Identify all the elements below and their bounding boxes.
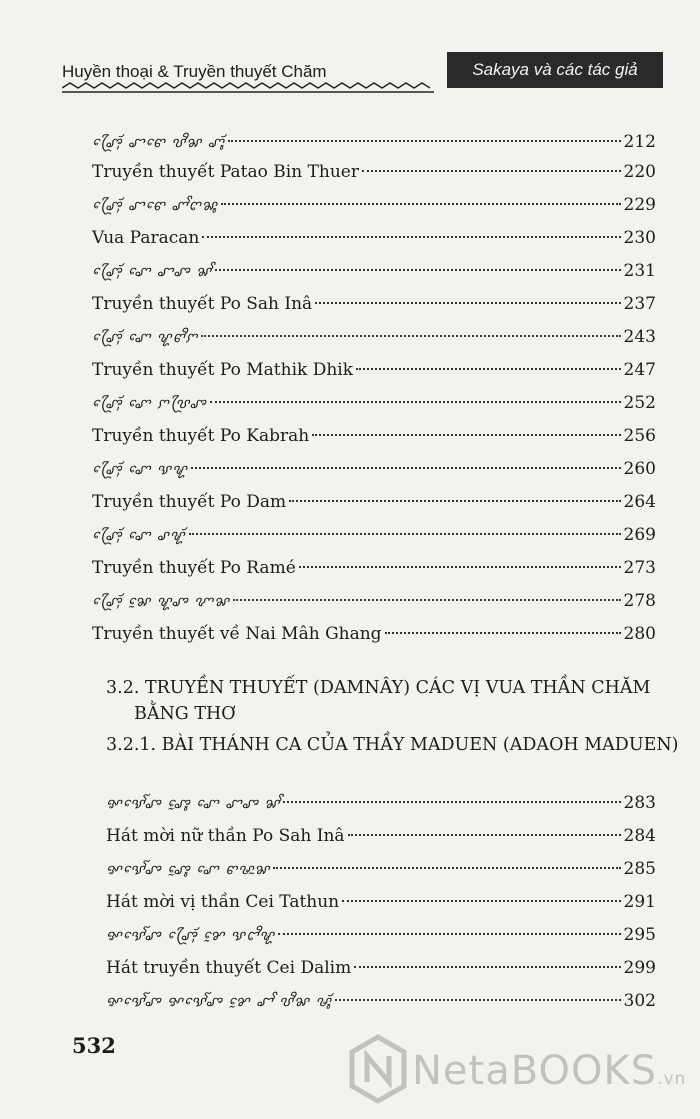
- toc-entry: [106, 923, 656, 947]
- section-heading-3-2-line2: BẰNG THƠ: [134, 704, 236, 724]
- toc-leader-dots: [335, 999, 621, 1001]
- toc-entry: [92, 556, 656, 580]
- toc-entry-cham-title: ꨀꨕꨯꨱꨨ ꨨꨶꨰ ꨚꨯ ꨧꨨ ꨗꨩ: [106, 796, 281, 812]
- toc-entry-page: 220: [623, 162, 656, 182]
- toc-entry: [92, 457, 656, 481]
- netabooks-logo-icon: [348, 1034, 408, 1104]
- toc-entry-page: 302: [623, 991, 656, 1011]
- toc-leader-dots: [299, 566, 621, 568]
- toc-entry-title: Truyền thuyết Po Kabrah: [92, 426, 310, 446]
- toc-entry: [92, 292, 656, 316]
- toc-entry-page: 260: [623, 459, 656, 479]
- toc-entry-title: Truyền thuyết Patao Bin Thuer: [92, 162, 359, 182]
- toc-leader-dots: [283, 801, 620, 803]
- section-heading-3-2: 3.2. TRUYỀN THUYẾT (DAMNÂY) CÁC VỊ VUA THẦN CHĂM: [106, 678, 651, 698]
- toc-leader-dots: [215, 269, 621, 271]
- toc-entry-page: 264: [623, 492, 656, 512]
- toc-leader-dots: [356, 368, 621, 370]
- toc-entry: [92, 325, 656, 349]
- toc-entry-cham-title: ꨨꨴꨯꨮꨲ ꨚꨯ ꨆꨝꨴꨨ: [92, 396, 207, 412]
- toc-entry: [92, 622, 656, 646]
- toc-entry-cham-title: ꨨꨴꨯꨮꨲ ꨗꨰ ꨠꨨ ꨉꨗ: [92, 594, 230, 610]
- header-ornament-border: [62, 82, 437, 94]
- toc-entry-page: 237: [623, 294, 656, 314]
- toc-entry-title: Vua Paracan: [92, 228, 200, 248]
- toc-entry-title: Hát mời nữ thần Po Sah Inâ: [106, 826, 345, 846]
- toc-entry: [106, 989, 656, 1013]
- toc-leader-dots: [348, 834, 621, 836]
- toc-entry: [92, 226, 656, 250]
- toc-entry-page: 280: [623, 624, 656, 644]
- toc-entry: [92, 160, 656, 184]
- toc-entry-page: 252: [623, 393, 656, 413]
- toc-entry: [106, 824, 656, 848]
- toc-leader-dots: [312, 434, 620, 436]
- toc-leader-dots: [354, 966, 620, 968]
- toc-entry: [106, 956, 656, 980]
- toc-entry: [92, 130, 656, 154]
- toc-leader-dots: [189, 533, 621, 535]
- toc-entry-page: 285: [623, 859, 656, 879]
- toc-entry-cham-title: ꨨꨴꨯꨮꨲ ꨚꨯ ꨕꨠ: [92, 462, 188, 478]
- toc-entry-page: 273: [623, 558, 656, 578]
- watermark-text: NetaBOOKS.vn: [412, 1048, 687, 1094]
- toc-leader-dots: [221, 203, 621, 205]
- toc-entry: [92, 193, 656, 217]
- toc-leader-dots: [210, 401, 621, 403]
- toc-entry-page: 283: [623, 793, 656, 813]
- watermark: [348, 1030, 687, 1110]
- toc-leader-dots: [278, 933, 620, 935]
- toc-entry-title: Truyền thuyết Po Sah Inâ: [92, 294, 313, 314]
- toc-entry-cham-title: ꨀꨕꨯꨱꨨ ꨀꨕꨯꨱꨨ ꨌꨰ ꨧꨩ ꨝꨪꨗ ꨔꨶꨮ: [106, 994, 332, 1010]
- toc-entry: [106, 857, 656, 881]
- toc-entry-cham-title: ꨨꨴꨯꨮꨲ ꨚꨯ ꨣꨠꨮ: [92, 528, 186, 544]
- toc-entry-page: 299: [623, 958, 656, 978]
- toc-entry-page: 230: [623, 228, 656, 248]
- toc-entry-cham-title: ꨀꨕꨯꨱꨨ ꨨꨴꨯꨮꨲ ꨌꨰ ꨕꨤꨪꨠ: [106, 928, 276, 944]
- author-banner: Sakaya và các tác giả: [447, 52, 663, 88]
- toc-entry-page: 229: [623, 195, 656, 215]
- toc-leader-dots: [385, 632, 621, 634]
- toc-entry-cham-title: ꨨꨴꨯꨮꨲ ꨚꨯ ꨠꨓꨪꨆ: [92, 330, 199, 346]
- toc-leader-dots: [362, 170, 621, 172]
- toc-leader-dots: [201, 335, 620, 337]
- page-number: 532: [72, 1033, 116, 1058]
- toc-leader-dots: [191, 467, 621, 469]
- toc-entry-page: 295: [623, 925, 656, 945]
- toc-entry: [92, 358, 656, 382]
- toc-entry-cham-title: ꨨꨴꨯꨮꨲ ꨧꨓꨯ ꨚꨩꨈꨗꨶ: [92, 198, 218, 214]
- toc-entry-page: 256: [623, 426, 656, 446]
- toc-entry-title: Truyền thuyết về Nai Mâh Ghang: [92, 624, 382, 644]
- toc-entry-cham-title: ꨨꨴꨯꨮꨲ ꨚꨯ ꨧꨨ ꨗꨩ: [92, 264, 212, 280]
- toc-entry: [106, 890, 656, 914]
- toc-entry: [92, 259, 656, 283]
- toc-entry: [92, 589, 656, 613]
- toc-entry: [92, 424, 656, 448]
- toc-leader-dots: [289, 500, 620, 502]
- toc-entry: [92, 391, 656, 415]
- toc-entry-page: 291: [623, 892, 656, 912]
- toc-entry-title: Hát truyền thuyết Cei Dalim: [106, 958, 352, 978]
- toc-leader-dots: [202, 236, 620, 238]
- toc-entry-title: Truyền thuyết Po Mathik Dhik: [92, 360, 354, 380]
- toc-leader-dots: [233, 599, 621, 601]
- toc-entry-cham-title: ꨨꨴꨯꨮꨲ ꨧꨓꨯ ꨝꨪꨗ ꨚꨶꨮ: [92, 135, 225, 151]
- toc-entry-page: 269: [623, 525, 656, 545]
- toc-entry-page: 243: [623, 327, 656, 347]
- toc-entry: [106, 791, 656, 815]
- toc-entry-page: 212: [623, 132, 656, 152]
- toc-entry: [92, 490, 656, 514]
- toc-leader-dots: [228, 140, 621, 142]
- toc-leader-dots: [342, 900, 620, 902]
- toc-entry-title: Truyền thuyết Po Ramé: [92, 558, 296, 578]
- toc-entry-cham-title: ꨀꨕꨯꨱꨨ ꨨꨶꨰ ꨚꨯ ꨓꨔꨭꨗ: [106, 862, 271, 878]
- toc-entry-page: 231: [623, 261, 656, 281]
- toc-entry: [92, 523, 656, 547]
- toc-entry-title: Hát mời vị thần Cei Tathun: [106, 892, 340, 912]
- toc-entry-page: 284: [623, 826, 656, 846]
- running-header: [0, 52, 700, 102]
- toc-entry-page: 278: [623, 591, 656, 611]
- section-heading-3-2-1: 3.2.1. BÀI THÁNH CA CỦA THẦY MADUEN (ADAOH MADUEN): [106, 735, 679, 755]
- toc-leader-dots: [315, 302, 620, 304]
- toc-entry-title: Truyền thuyết Po Dam: [92, 492, 287, 512]
- toc-entry-page: 247: [623, 360, 656, 380]
- toc-leader-dots: [273, 867, 620, 869]
- book-title: Huyền thoại & Truyền thuyết Chăm: [62, 62, 327, 81]
